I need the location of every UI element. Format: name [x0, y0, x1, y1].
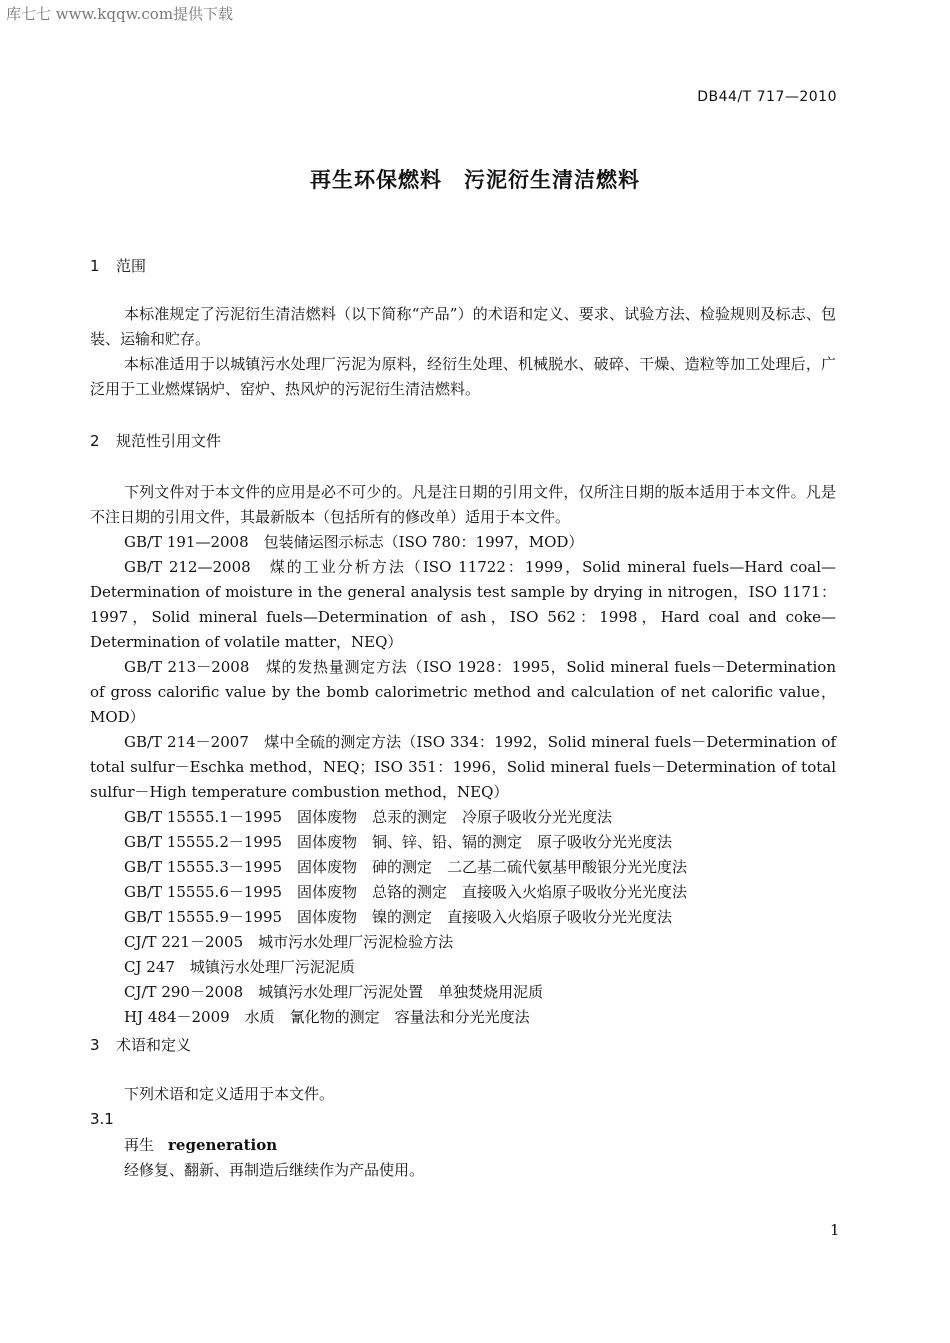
section-number: 3: [90, 1036, 100, 1054]
section-1-heading: [90, 255, 146, 276]
term-entry: [124, 1134, 277, 1155]
paragraph: 本标准规定了污泥衍生清洁燃料（以下简称“产品”）的术语和定义、要求、试验方法、检验规则及标志、包装、运输和贮存。: [90, 305, 836, 348]
reference-item: CJ 247 城镇污水处理厂污泥泥质: [124, 958, 355, 976]
paragraph: 下列术语和定义适用于本文件。: [124, 1085, 335, 1103]
section-number: 2: [90, 432, 100, 450]
reference-item: GB/T 15555.9－1995 固体废物 镍的测定 直接吸入火焰原子吸收分光光度法: [124, 908, 673, 926]
reference-item: GB/T 213－2008 煤的发热量测定方法（ISO 1928：1995，Solid mineral fuels－Determination of gross calorific value by the bomb calorimetric method and calculation of net calorific value，MOD）: [90, 658, 836, 726]
section-title: 术语和定义: [116, 1036, 192, 1054]
watermark-text: 库七七 www.kqqw.com提供下载: [6, 5, 234, 23]
section-number: 1: [90, 257, 100, 275]
reference-item: GB/T 15555.6－1995 固体废物 总铬的测定 直接吸入火焰原子吸收分光光度法: [124, 883, 688, 901]
reference-item: GB/T 15555.2－1995 固体废物 铜、锌、铅、镉的测定 原子吸收分光光度法: [124, 833, 673, 851]
section-title: 规范性引用文件: [116, 432, 222, 450]
reference-item: CJ/T 221－2005 城市污水处理厂污泥检验方法: [124, 933, 454, 951]
reference-item: GB/T 191—2008 包装储运图示标志（ISO 780：1997，MOD）: [124, 533, 584, 551]
section-3-heading: [90, 1034, 191, 1055]
section-1-body: [90, 302, 836, 402]
section-3-body: [90, 1082, 836, 1107]
term-english: regeneration: [168, 1136, 278, 1154]
section-title: 范围: [116, 257, 147, 275]
term-chinese: 再生: [124, 1136, 155, 1154]
reference-item: HJ 484－2009 水质 氰化物的测定 容量法和分光光度法: [124, 1008, 530, 1026]
document-title: 再生环保燃料 污泥衍生清洁燃料: [310, 168, 640, 192]
reference-item: GB/T 15555.1－1995 固体废物 总汞的测定 冷原子吸收分光光度法: [124, 808, 613, 826]
standard-code: DB44/T 717—2010: [697, 89, 837, 105]
reference-item: GB/T 212—2008 煤的工业分析方法（ISO 11722：1999，Solid mineral fuels—Hard coal—Determination of moisture in the general analysis test sample by drying in nitrogen，ISO 1171：1997，Solid mineral fuels—Determination of ash，ISO 562：1998，Hard coal and coke—Determination of volatile matter，NEQ）: [90, 558, 836, 651]
page-number: 1: [830, 1221, 840, 1239]
term-definition: 经修复、翻新、再制造后继续作为产品使用。: [124, 1161, 425, 1179]
reference-item: CJ/T 290－2008 城镇污水处理厂污泥处置 单独焚烧用泥质: [124, 983, 544, 1001]
reference-item: GB/T 15555.3－1995 固体废物 砷的测定 二乙基二硫代氨基甲酸银分光光度法: [124, 858, 688, 876]
section-2-body: [90, 480, 836, 1030]
paragraph: 本标准适用于以城镇污水处理厂污泥为原料，经衍生处理、机械脱水、破碎、干燥、造粒等加工处理后，广泛用于工业燃煤锅炉、窑炉、热风炉的污泥衍生清洁燃料。: [90, 355, 836, 398]
clause-number: 3.1: [90, 1110, 114, 1128]
reference-item: GB/T 214－2007 煤中全硫的测定方法（ISO 334：1992，Solid mineral fuels－Determination of total sulfur－Eschka method，NEQ；ISO 351：1996，Solid mineral fuels－Determination of total sulfur－High temperature combustion method，NEQ）: [90, 733, 836, 801]
paragraph: 下列文件对于本文件的应用是必不可少的。凡是注日期的引用文件，仅所注日期的版本适用于本文件。凡是不注日期的引用文件，其最新版本（包括所有的修改单）适用于本文件。: [90, 483, 836, 526]
section-2-heading: [90, 430, 221, 451]
